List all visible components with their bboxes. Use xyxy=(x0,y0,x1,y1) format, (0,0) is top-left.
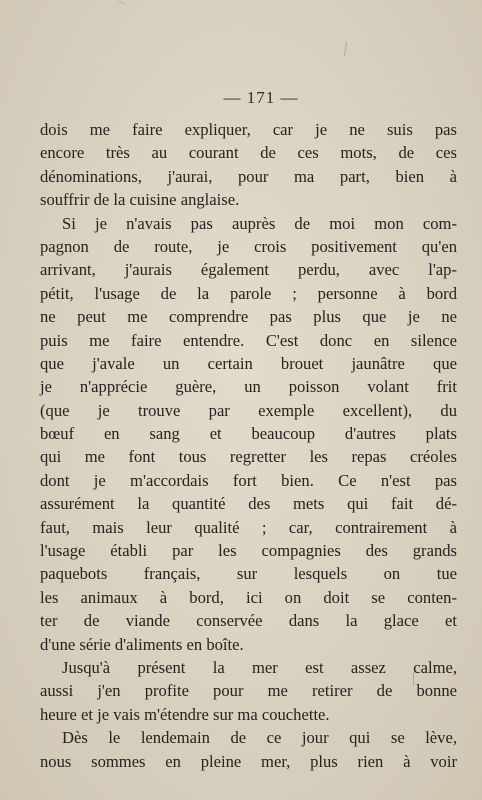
text-line: puis me faire entendre. C'est donc en silence xyxy=(40,330,457,350)
text-line: que j'avale un certain brouet jaunâtre que xyxy=(40,353,457,373)
text-line: qui me font tous regretter les repas créoles xyxy=(40,447,457,467)
body-text xyxy=(40,118,457,773)
paper-blemish xyxy=(118,0,125,5)
text-line: heure et je vais m'étendre sur ma couchette. xyxy=(40,704,330,724)
text-line: pétit, l'usage de la parole ; personne à bord xyxy=(40,283,457,303)
text-line: dois me faire expliquer, car je ne suis pas xyxy=(40,120,457,139)
text-line: ter de viande conservée dans la glace et xyxy=(40,611,457,631)
text-line: bœuf en sang et beaucoup d'autres plats xyxy=(40,424,457,444)
text-line: ne peut me comprendre pas plus que je ne xyxy=(40,307,457,327)
text-line: nous sommes en pleine mer, plus rien à voir xyxy=(40,751,457,771)
text-line: d'une série d'aliments en boîte. xyxy=(40,634,244,654)
text-line: aussi j'en profite pour me retirer de bonne xyxy=(40,681,457,701)
text-line: Jusqu'à présent la mer est assez calme, xyxy=(62,657,457,677)
text-line: Si je n'avais pas auprès de moi mon com- xyxy=(62,213,457,233)
text-line: encore très au courant de ces mots, de ces xyxy=(40,143,457,163)
text-line: dénominations, j'aurai, pour ma part, bien à xyxy=(40,166,457,186)
text-line: les animaux à bord, ici on doit se conten- xyxy=(40,587,457,607)
text-line: l'usage établi par les compagnies des grands xyxy=(40,541,457,561)
paper-blemish xyxy=(344,42,347,56)
text-line: (que je trouve par exemple excellent), du xyxy=(40,400,457,420)
page-number: — 171 — xyxy=(223,88,299,107)
text-line: faut, mais leur qualité ; car, contrairement à xyxy=(40,517,457,537)
text-line: arrivant, j'aurais également perdu, avec l'ap- xyxy=(40,260,457,280)
text-line: paquebots français, sur lesquels on tue xyxy=(40,564,457,584)
text-line: souffrir de la cuisine anglaise. xyxy=(40,190,240,210)
text-line: assurément la quantité des mets qui fait dé- xyxy=(40,494,457,514)
text-line: Dès le lendemain de ce jour qui se lève, xyxy=(62,728,457,748)
text-line: je n'apprécie guère, un poisson volant frit xyxy=(40,377,457,397)
text-line: pagnon de route, je crois positivement qu'en xyxy=(40,236,457,256)
text-line: dont je m'accordais fort bien. Ce n'est pas xyxy=(40,470,457,490)
